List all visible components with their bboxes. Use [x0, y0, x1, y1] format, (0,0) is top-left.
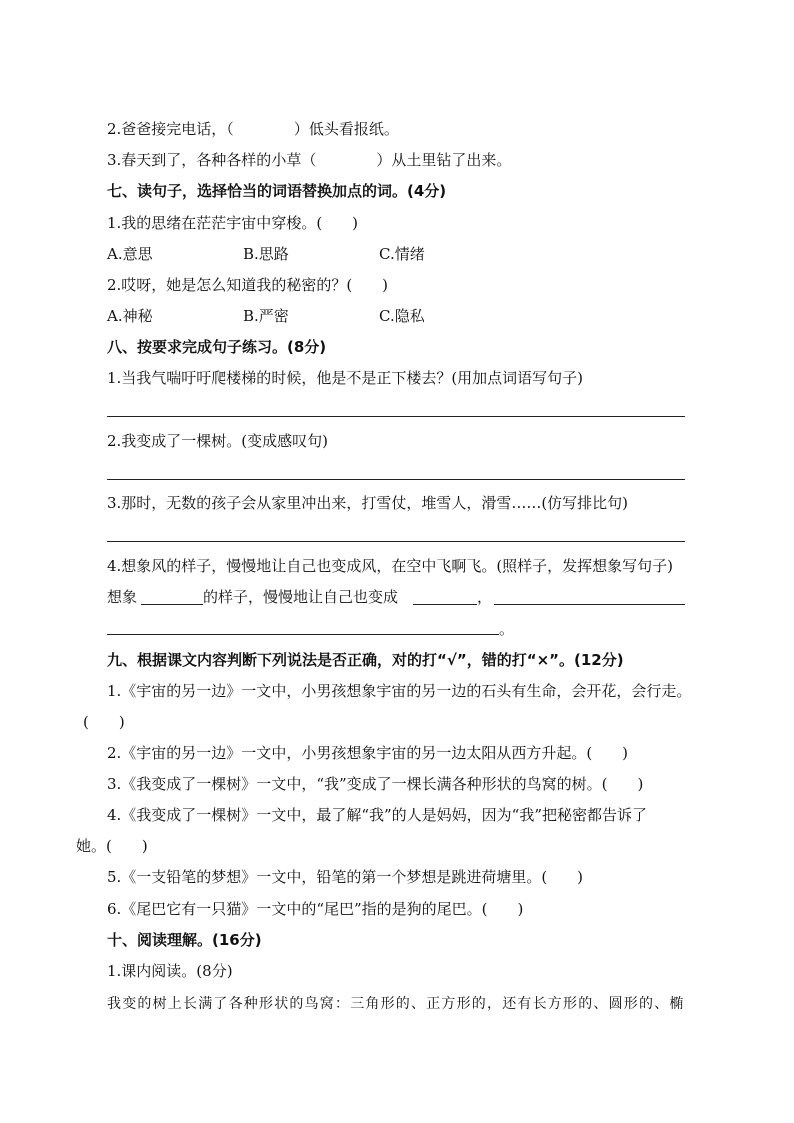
- imitation-blank-2[interactable]: [413, 604, 477, 605]
- section-7-q2-option-b: B.严密: [243, 307, 289, 325]
- section-10-question-1: 1.课内阅读。(8分): [107, 962, 233, 980]
- section-8-question-2: 2.我变成了一棵树。(变成感叹句): [107, 432, 329, 450]
- imitation-blank-1[interactable]: [141, 604, 203, 605]
- section-9-question-2: 2.《宇宙的另一边》一文中，小男孩想象宇宙的另一边太阳从西方升起。( ): [107, 744, 629, 762]
- answer-line-2[interactable]: [107, 479, 685, 480]
- section-9-question-3: 3.《我变成了一棵树》一文中，“我”变成了一棵长满各种形状的鸟窝的树。( ): [107, 775, 644, 793]
- section-8-question-1: 1.当我气喘吁吁爬楼梯的时候，他是不是正下楼去？(用加点词语写句子): [107, 369, 584, 387]
- section-9-question-6: 6.《尾巴它有一只猫》一文中的“尾巴”指的是狗的尾巴。( ): [107, 900, 524, 918]
- answer-line-3[interactable]: [107, 541, 685, 542]
- section-9-question-1-bracket: ( ): [83, 713, 125, 731]
- section-8-question-3: 3.那时，无数的孩子会从家里冲出来，打雪仗，堆雪人，滑雪……(仿写排比句): [107, 494, 629, 512]
- section-7-question-1: 1.我的思绪在茫茫宇宙中穿梭。( ): [107, 214, 359, 232]
- reading-passage: 我变的树上长满了各种形状的鸟窝：三角形的、正方形的，还有长方形的、圆形的、椭: [107, 996, 685, 1012]
- section-10-title: 十、阅读理解。(16分): [107, 931, 262, 949]
- section-9-question-4-cont: 她。( ): [76, 837, 148, 855]
- imitation-comma: ，: [477, 588, 493, 606]
- question-fill-3: 3.春天到了，各种各样的小草（ ）从土里钻了出来。: [107, 151, 512, 169]
- imitation-prefix: 想象: [107, 588, 138, 606]
- section-7-q1-option-b: B.思路: [243, 245, 289, 263]
- section-8-title: 八、按要求完成句子练习。(8分): [107, 338, 327, 356]
- section-7-q2-option-a: A.神秘: [107, 307, 153, 325]
- answer-line-1[interactable]: [107, 416, 685, 417]
- section-7-title: 七、读句子，选择恰当的词语替换加点的词。(4分): [107, 182, 447, 200]
- imitation-blank-3[interactable]: [494, 604, 685, 605]
- section-8-question-4: 4.想象风的样子，慢慢地让自己也变成风，在空中飞啊飞。(照样子，发挥想象写句子): [107, 557, 674, 575]
- section-7-question-2: 2.哎呀，她是怎么知道我的秘密的？( ): [107, 276, 389, 294]
- section-7-q2-option-c: C.隐私: [379, 307, 425, 325]
- section-7-q1-option-c: C.情绪: [379, 245, 425, 263]
- imitation-middle: 的样子，慢慢地让自己也变成: [203, 588, 399, 606]
- section-7-q1-option-a: A.意思: [107, 245, 153, 263]
- question-fill-2: 2.爸爸接完电话，（ ）低头看报纸。: [107, 120, 399, 138]
- section-9-question-5: 5.《一支铅笔的梦想》一文中，铅笔的第一个梦想是跳进荷塘里。( ): [107, 868, 584, 886]
- section-9-question-4: 4.《我变成了一棵树》一文中，最了解“我”的人是妈妈，因为“我”把秘密都告诉了: [107, 806, 647, 824]
- section-9-question-1: 1.《宇宙的另一边》一文中，小男孩想象宇宙的另一边的石头有生命，会开花，会行走。: [107, 682, 692, 700]
- imitation-period: 。: [499, 620, 515, 638]
- imitation-blank-4[interactable]: [107, 634, 499, 635]
- section-9-title: 九、根据课文内容判断下列说法是否正确，对的打“√”，错的打“×”。(12分): [107, 651, 624, 669]
